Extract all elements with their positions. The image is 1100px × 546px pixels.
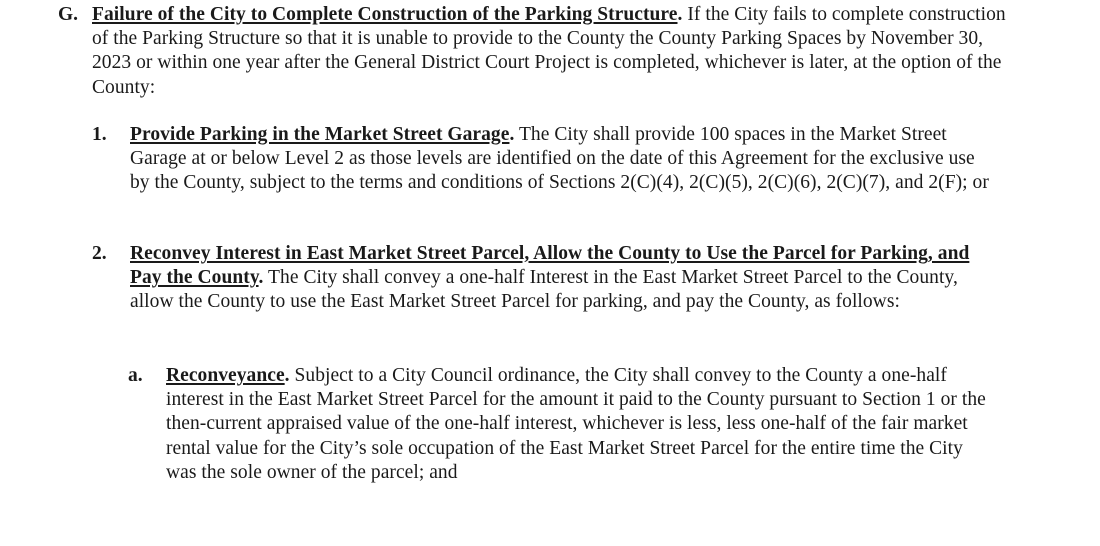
item-1-body: The City shall provide 100 spaces in the Market Street Garage at or below Level 2 as those levels are identified on the date of this Agreement for the exclusive use by the County, subject to the terms and conditions of Sections 2(C)(4), 2(C)(5), 2(C)(6), 2(C)(7), and 2(F); or xyxy=(130,124,989,194)
item-2-heading-period: . xyxy=(258,267,264,289)
item-2-marker: 2. xyxy=(92,243,107,264)
section-g-marker: G. xyxy=(58,4,79,25)
section-g-heading: Failure of the City to Complete Construction of the Parking Structure xyxy=(92,4,678,25)
item-1 xyxy=(92,123,990,196)
section-g-paragraph xyxy=(92,3,1022,100)
item-2 xyxy=(92,242,990,315)
item-a xyxy=(128,364,996,485)
section-g xyxy=(58,3,1088,100)
item-2-paragraph xyxy=(130,242,990,315)
item-a-paragraph xyxy=(166,364,996,485)
item-1-heading-period: . xyxy=(509,124,515,145)
item-1-paragraph xyxy=(130,123,990,196)
section-g-body: If the City fails to complete construction of the Parking Structure so that it is unable to provide to the County the County Parking Spaces by November 30, 2023 or within one year after the General District Court Project is completed, whichever is later, at the option of the County: xyxy=(92,4,1006,98)
item-1-marker: 1. xyxy=(92,124,107,145)
item-a-heading-period: . xyxy=(284,365,290,386)
item-2-heading: Reconvey Interest in East Market Street Parcel, Allow the County to Use the Parcel for Parking, and Pay the County xyxy=(130,243,970,289)
item-2-body: The City shall convey a one-half Interest in the East Market Street Parcel to the County, allow the County to use the East Market Street Parcel for parking, and pay the County, as follows: xyxy=(130,267,958,313)
item-1-heading: Provide Parking in the Market Street Garage xyxy=(130,124,510,145)
item-a-marker: a. xyxy=(128,365,143,386)
item-a-heading: Reconveyance xyxy=(166,365,285,386)
section-g-heading-period: . xyxy=(677,4,683,25)
item-a-body: Subject to a City Council ordinance, the City shall convey to the County a one-half interest in the East Market Street Parcel for the amount it paid to the County pursuant to Section 1 or the then-current appraised value of the one-half interest, whichever is less, less one-half of the fair market rental value for the City’s sole occupation of the East Market Street Parcel for the entire time the City was the sole owner of the parcel; and xyxy=(166,365,986,483)
